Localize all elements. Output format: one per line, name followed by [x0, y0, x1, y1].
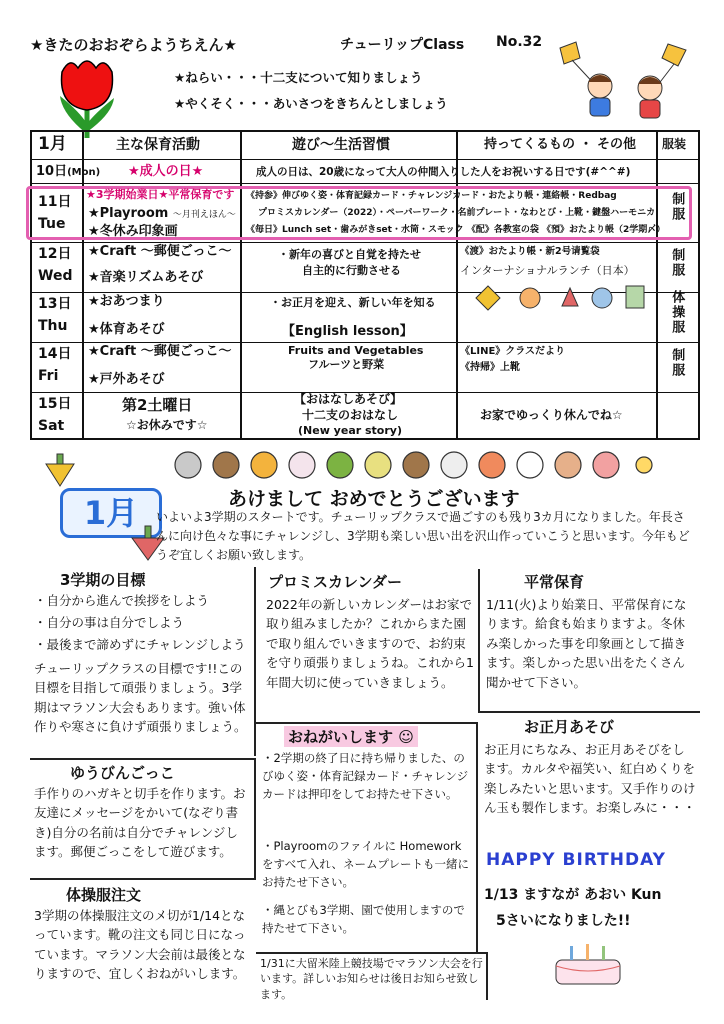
row14-clothes: 制服: [669, 348, 685, 378]
normal-care-box: [478, 569, 700, 713]
request-box: [256, 722, 478, 952]
uniform-order-section: [30, 882, 256, 992]
row10-event: ★成人の日★: [128, 164, 204, 179]
class-name: チューリップClass: [340, 37, 465, 53]
uniform-order-title: 体操服注文: [66, 886, 142, 904]
new-year-play-title: お正月あそび: [524, 718, 615, 736]
birthday-title: HAPPY BIRTHDAY: [486, 850, 666, 870]
english-lesson-topic-ja: フルーツと野菜: [308, 358, 385, 371]
col-play-header: 遊び〜生活習慣: [292, 137, 390, 153]
story-title: 【おはなしあそび】: [294, 392, 403, 406]
row14-bring1: 《LINE》クラスだより: [460, 346, 565, 357]
row10-note: 成人の日は、20歳になって大人の仲間入りした人をお祝いする日です(#^^#): [256, 166, 631, 178]
row12-clothes: 制服: [669, 248, 685, 278]
row11-bring2: プロミスカレンダー（2022）・ペーパーワーク・名前プレート・なわとび・上靴・鍵盤ハーモニカ: [258, 208, 656, 218]
promise-calendar-body: 2022年の新しいカレンダーはお家で取り組みましたか？これからまた園で取り組んでいきますので、お約束を守り頑張りましょうね。これから1年間大切に使っていきましょう。: [266, 597, 474, 690]
birthday-line1: 1/13 ますなが あおい Kun: [484, 887, 662, 903]
marathon-note: [256, 952, 488, 1000]
row15-bring: お家でゆっくり休んでね☆: [480, 408, 623, 422]
row12-event1: ★Craft 〜郵便ごっこ〜: [88, 244, 232, 259]
postal-body: 手作りのハガキと切手を作ります。お友達にメッセージをかいて(なぞり書き)自分の名前は自分でチャレンジします。郵便ごっこをして遊びます。: [34, 786, 246, 860]
request-title: おねがいします ☺: [284, 726, 418, 747]
row11-event3: ★冬休み印象画: [88, 224, 178, 239]
goals-box: [30, 567, 256, 756]
row14-day: 14日: [38, 346, 72, 362]
row12-day: 12日: [38, 246, 72, 262]
request-body-3: ・縄とびも3学期、園で使用しますので持たせて下さい。: [262, 903, 465, 935]
english-lesson-title: 【English lesson】: [282, 324, 413, 339]
postal-box: [30, 758, 256, 880]
aim-text: ★ねらい・・・十二支について知りましょう: [174, 70, 423, 85]
tops-illustration: [40, 452, 80, 488]
school-name: ★きたのおおぞらようちえん★: [30, 36, 237, 54]
normal-care-body: 1/11(火)より始業日、平常保育になります。給食も始まりますよ。冬休み楽しかった事を印象画として描きます。楽しかった思い出をたくさん聞かせて下さい。: [486, 597, 687, 690]
row11-dow: Tue: [38, 216, 66, 232]
play-line2: 自主的に行動させる: [302, 264, 401, 277]
issue-number: No.32: [496, 34, 543, 50]
row15-day: 15日: [38, 396, 72, 412]
greeting-title: あけまして おめでとうございます: [228, 488, 520, 510]
play-line3: ・お正月を迎え、新しい年を知る: [270, 296, 436, 309]
col-clothes-header: 服装: [662, 137, 687, 151]
row13-day: 13日: [38, 296, 72, 312]
zodiac-animals-illustration: [170, 447, 670, 483]
request-body-1: ・2学期の終了日に持ち帰りました、のびゆく姿・体育記録カード・チャレンジカードは押印をしてお持たせ下さい。: [262, 751, 469, 801]
english-lesson-topic: Fruits and Vegetables: [288, 344, 424, 357]
row12-dow: Wed: [38, 268, 73, 284]
row11-event1: ★3学期始業日★平常保育です: [86, 188, 235, 201]
birthday-cake-illustration: [548, 938, 628, 988]
row15-event2: ☆お休みです☆: [126, 418, 208, 432]
row12-event2: ★音楽リズムあそび: [88, 270, 204, 285]
row11-clothes: 制服: [669, 192, 685, 222]
month-label: 1月: [38, 134, 67, 154]
goals-body: チューリップクラスの目標です!!この目標を目指して頑張りましょう。3学期はマラソン大会もあります。強い体作りや寒さに負けず頑張りましょう。: [34, 661, 247, 735]
row14-dow: Fri: [38, 368, 59, 384]
row12-bring1: 《渡》おたより帳・新2号请覧袋: [460, 246, 600, 257]
row11-bring3: 《毎日》Lunch set・歯みがきset・水筒・スモック 《配》各教室の袋 《預》おたより帳（2学期〆）: [246, 225, 666, 235]
row14-bring2: 《持帰》上靴: [460, 362, 520, 373]
newsletter-header: [22, 28, 702, 128]
new-year-play-section: [480, 714, 700, 844]
postal-title: ゆうびんごっこ: [70, 764, 175, 782]
goals-title: 3学期の目標: [60, 571, 146, 589]
row12-bring2: インターナショナルランチ（日本）: [460, 264, 635, 277]
row13-event1: ★おあつまり: [88, 294, 165, 309]
uniform-order-body: 3学期の体操服注文のメ切が1/14となっています。靴の注文も同じ日になっています。マラソン大会前は最後となりますので、宜しくおねがいします。: [34, 908, 246, 982]
kids-kite-illustration: [550, 38, 698, 124]
marathon-text: 1/31に大留米陸上競技場でマラソン大会を行います。詳しいお知らせは後日お知らせ致します。: [260, 957, 483, 1001]
row13-event2: ★体育あそび: [88, 322, 165, 337]
col-bring-header: 持ってくるもの ・ その他: [484, 137, 637, 152]
goals-item-2: ・自分の事は自分でしよう: [34, 615, 185, 630]
col-activity-header: 主な保育活動: [116, 137, 200, 153]
row14-event1: ★Craft 〜郵便ごっこ〜: [88, 344, 232, 359]
goals-item-3: ・最後まで諦めずにチャレンジしよう: [34, 637, 246, 652]
promise-calendar-section: [258, 569, 478, 719]
greeting-body: いよいよ3学期のスタートです。チューリップクラスで過ごすのも残り3カ月になりました。年長さんに向け色々な事にチャレンジし、3学期も楽しい思い出を沢山作っていこうと思います。今年もどうぞ宜しくお願い致します。: [156, 510, 690, 563]
goals-item-1: ・自分から進んで挨拶をしよう: [34, 593, 210, 608]
new-year-items-illustration: [470, 282, 650, 312]
birthday-line2: 5さいになりました!!: [496, 913, 631, 929]
play-line1: ・新年の喜びと自覚を持たせ: [278, 248, 421, 261]
promise-calendar-title: プロミスカレンダー: [268, 573, 403, 591]
normal-care-title: 平常保育: [524, 573, 585, 591]
tulip-illustration: [42, 54, 132, 140]
month-badge-text: 1月: [83, 494, 139, 532]
schedule-table: [30, 130, 700, 440]
promise-text: ★やくそく・・・あいさつをきちんとしましょう: [174, 96, 448, 111]
new-year-play-body: お正月にちなみ、お正月あそびをします。カルタや福笑い、紅白めくりを楽しみたいと思います。又手作りのけん玉も製作します。お楽しみに・・・: [484, 742, 696, 816]
story-line2: (New year story): [298, 424, 402, 437]
row15-dow: Sat: [38, 418, 65, 434]
row11-bring1: 《持参》伸びゆく姿・体育記録カード・チャレンジカード・おたより帳・連絡帳・Redbag: [246, 191, 617, 201]
row11-day: 11日: [38, 194, 72, 210]
story-line1: 十二支のおはなし: [302, 408, 399, 422]
birthday-section: [480, 848, 700, 998]
row14-event2: ★戸外あそび: [88, 372, 165, 387]
row13-clothes: 体操服: [669, 290, 685, 335]
row11-event2: ★Playroom 〜月刊えほん〜: [88, 206, 236, 221]
row15-event1: 第2土曜日: [122, 396, 193, 414]
request-body-2: ・Playroomのファイルに Homework をすべて入れ、ネームプレートも一緒にお持たせ下さい。: [262, 839, 469, 889]
row13-dow: Thu: [38, 318, 68, 334]
row10-day: 10日(Mon): [36, 164, 101, 179]
